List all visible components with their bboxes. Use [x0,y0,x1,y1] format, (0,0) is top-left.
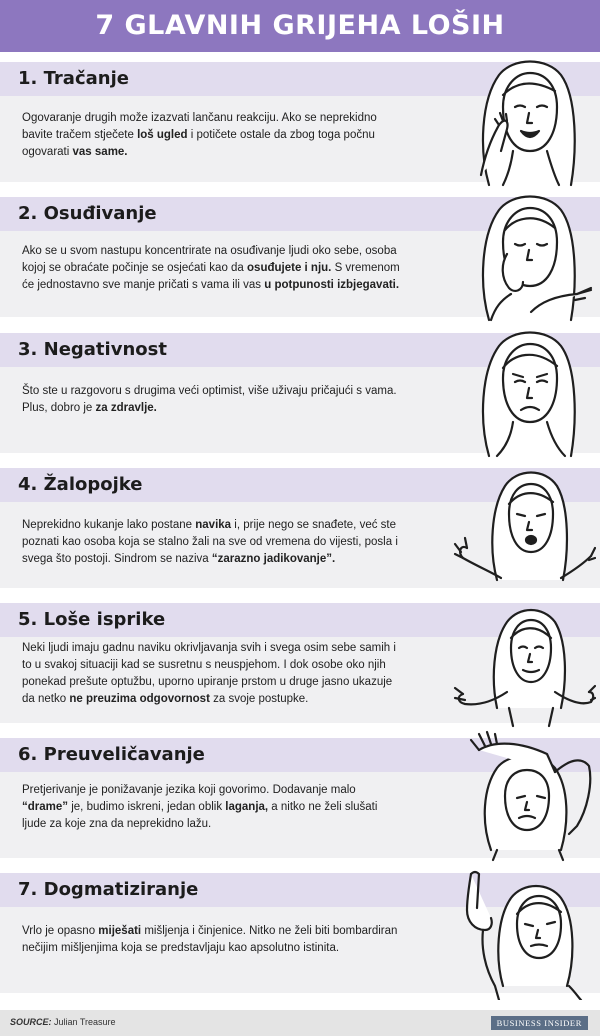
section-heading: 7. Dogmatiziranje [18,879,199,900]
text-segment: i potičete ostale da zbog toga počnu ogovarati [22,129,375,158]
text-segment: a nitko ne želi slušati ljude za koje zna da neprekidno lažu. [22,801,378,830]
section-text [22,640,402,708]
source-credit [10,1017,116,1027]
text-segment: mišljenja i činjenice. Nitko ne želi biti bombardiran nečijim mišljenjima koja se predstavljaju kao apsolutno istinita. [22,925,398,954]
section-heading: 5. Loše isprike [18,609,166,630]
exaggeration-woman-illustration [451,730,596,862]
emphasis-text: miješati [98,925,142,937]
emphasis-text: u potpunosti izbjegavati. [264,279,400,291]
section-text [22,782,402,833]
text-segment: Neki ljudi imaju gadnu naviku okrivljavanja svih i svega osim sebe samih i to u svakoj situaciji kad se susretnu s neuspjehom. I dok osobe oko njih ponekad prešute optužbu, uporno upiranje prstom u druge jasno ukazuje da netko [22,642,396,705]
emphasis-text: ne preuzima odgovornost [69,693,210,705]
page-title: 7 GLAVNIH GRIJEHA LOŠIH [0,0,600,52]
text-segment: Ogovaranje drugih može izazvati lančanu reakciju. Ako se neprekidno bavite tračem stječete [22,112,377,141]
text-segment: je, budimo iskreni, jedan oblik [68,801,226,813]
footer [0,1010,600,1036]
emphasis-text: za zdravlje. [95,402,157,414]
emphasis-text: laganja, [225,801,269,813]
complaining-woman-illustration [451,460,596,592]
text-segment: Pretjerivanje je ponižavanje jezika koji govorimo. Dodavanje malo [22,784,356,796]
negativity-woman-illustration [451,326,596,458]
section-text [22,243,402,294]
section-heading: 2. Osuđivanje [18,203,157,224]
section-heading: 3. Negativnost [18,339,167,360]
section-text [22,110,402,161]
emphasis-text: loš ugled [137,129,188,141]
text-segment: Što ste u razgovoru s drugima veći optimist, više uživaju pričajući s vama. Plus, dobro je [22,385,397,414]
text-segment: Vrlo je opasno [22,925,99,937]
emphasis-text: osuđujete i nju. [247,262,332,274]
text-segment: S vremenom će jednostavno sve manje pričati s vama ili vas [22,262,400,291]
source-value: Julian Treasure [54,1017,116,1027]
text-segment: za svoje postupke. [209,693,309,705]
text-segment: i, prije nego se snađete, već ste poznati kao osoba koja se stalno žali na sve od vremena do vijesti, posla i svega što postoji. Sindrom se naziva [22,519,398,565]
dogmatism-woman-illustration [451,868,596,1000]
emphasis-text: “drame” [22,801,69,813]
section-text [22,383,402,417]
section-heading: 1. Tračanje [18,68,129,89]
emphasis-text: navika [195,519,232,531]
emphasis-text: “zarazno jadikovanje”. [211,553,336,565]
section-text [22,923,402,957]
gossip-woman-illustration [451,55,596,187]
section-text [22,517,402,568]
business-insider-logo: BUSINESS INSIDER [491,1016,588,1030]
judging-woman-illustration [451,190,596,322]
section-heading: 6. Preuveličavanje [18,744,205,765]
excuses-woman-illustration [451,596,596,728]
emphasis-text: vas same. [72,146,128,158]
text-segment: Ako se u svom nastupu koncentrirate na osuđivanje ljudi oko sebe, osoba kojoj se obraćate počinje se osjećati kao da [22,245,397,274]
text-segment: Neprekidno kukanje lako postane [22,519,196,531]
source-label: SOURCE: [10,1017,52,1027]
section-heading: 4. Žalopojke [18,474,143,495]
